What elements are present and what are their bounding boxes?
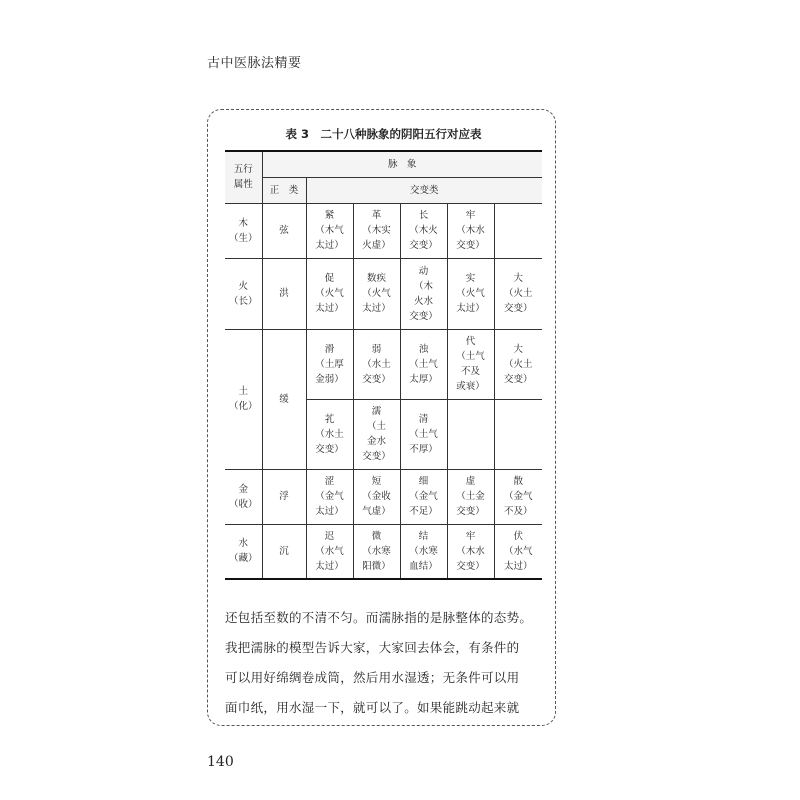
- element-cell: 金 （收）: [225, 469, 262, 524]
- table-caption: 表 3 二十八种脉象的阴阳五行对应表: [285, 127, 482, 141]
- pulse-cell: 细 （金气 不足）: [400, 469, 447, 524]
- header-mixed: 交变类: [306, 177, 542, 203]
- table-row: [225, 329, 542, 399]
- pulse-cell: 伏 （水气 太过）: [494, 524, 542, 579]
- pulse-cell: 结 （水寒 血结）: [400, 524, 447, 579]
- pulse-cell: 实 （火气 太过）: [447, 258, 494, 329]
- page-number: 140: [207, 754, 234, 770]
- pulse-cell: 虚 （土金 交变）: [447, 469, 494, 524]
- body-text: [225, 603, 545, 723]
- pulse-cell: 代 （土气 不及 或衰）: [447, 329, 494, 399]
- pulse-cell: 弱 （水土 交变）: [353, 329, 400, 399]
- table-row: [225, 203, 542, 258]
- element-cell: 水 （藏）: [225, 524, 262, 579]
- table-row: [225, 258, 542, 329]
- element-cell: 土 （化）: [225, 329, 262, 469]
- pulse-cell: [447, 399, 494, 469]
- pulse-cell: 浊 （土气 太厚）: [400, 329, 447, 399]
- pulse-table: [225, 150, 542, 580]
- body-line: 我把濡脉的模型告诉大家，大家回去体会，有条件的: [225, 640, 520, 655]
- pulse-cell: 清 （土气 不厚）: [400, 399, 447, 469]
- element-cell: 木 （生）: [225, 203, 262, 258]
- pulse-cell: [494, 399, 542, 469]
- element-cell: 火 （长）: [225, 258, 262, 329]
- pulse-cell: 紧 （木气 太过）: [306, 203, 353, 258]
- table-row: [225, 524, 542, 579]
- pulse-cell: 芤 （水土 交变）: [306, 399, 353, 469]
- running-head: 古中医脉法精要: [207, 56, 302, 71]
- pulse-cell: 动 （木 火水 交变）: [400, 258, 447, 329]
- header-element-attr: 五行 属性: [225, 151, 262, 203]
- body-line: 可以用好绵绸卷成筒，然后用水湿透；无条件可以用: [225, 670, 520, 685]
- primary-pulse-cell: 洪: [262, 258, 306, 329]
- table-row: [225, 469, 542, 524]
- pulse-cell: 牢 （木水 交变）: [447, 203, 494, 258]
- pulse-cell: 微 （水寒 阳微）: [353, 524, 400, 579]
- body-line: 还包括至数的不清不匀。而濡脉指的是脉整体的态势。: [225, 610, 533, 625]
- pulse-cell: 滑 （土厚 金弱）: [306, 329, 353, 399]
- pulse-cell: 大 （火土 交变）: [494, 329, 542, 399]
- pulse-cell: 革 （木实 火虚）: [353, 203, 400, 258]
- pulse-cell: 迟 （水气 太过）: [306, 524, 353, 579]
- pulse-cell: 濡 （土 金水 交变）: [353, 399, 400, 469]
- pulse-cell: 短 （金收 气虚）: [353, 469, 400, 524]
- primary-pulse-cell: 弦: [262, 203, 306, 258]
- pulse-cell: 数疾 （火气 太过）: [353, 258, 400, 329]
- pulse-cell: 大 （火土 交变）: [494, 258, 542, 329]
- header-pulse: 脉 象: [262, 151, 542, 177]
- header-primary: 正 类: [262, 177, 306, 203]
- pulse-cell: 涩 （金气 太过）: [306, 469, 353, 524]
- pulse-cell: 促 （火气 太过）: [306, 258, 353, 329]
- body-line: 面巾纸，用水湿一下，就可以了。如果能跳动起来就: [225, 700, 520, 715]
- pulse-cell: 长 （木火 交变）: [400, 203, 447, 258]
- primary-pulse-cell: 缓: [262, 329, 306, 469]
- primary-pulse-cell: 沉: [262, 524, 306, 579]
- pulse-cell: [494, 203, 542, 258]
- primary-pulse-cell: 浮: [262, 469, 306, 524]
- pulse-cell: 牢 （木水 交变）: [447, 524, 494, 579]
- pulse-cell: 散 （金气 不及）: [494, 469, 542, 524]
